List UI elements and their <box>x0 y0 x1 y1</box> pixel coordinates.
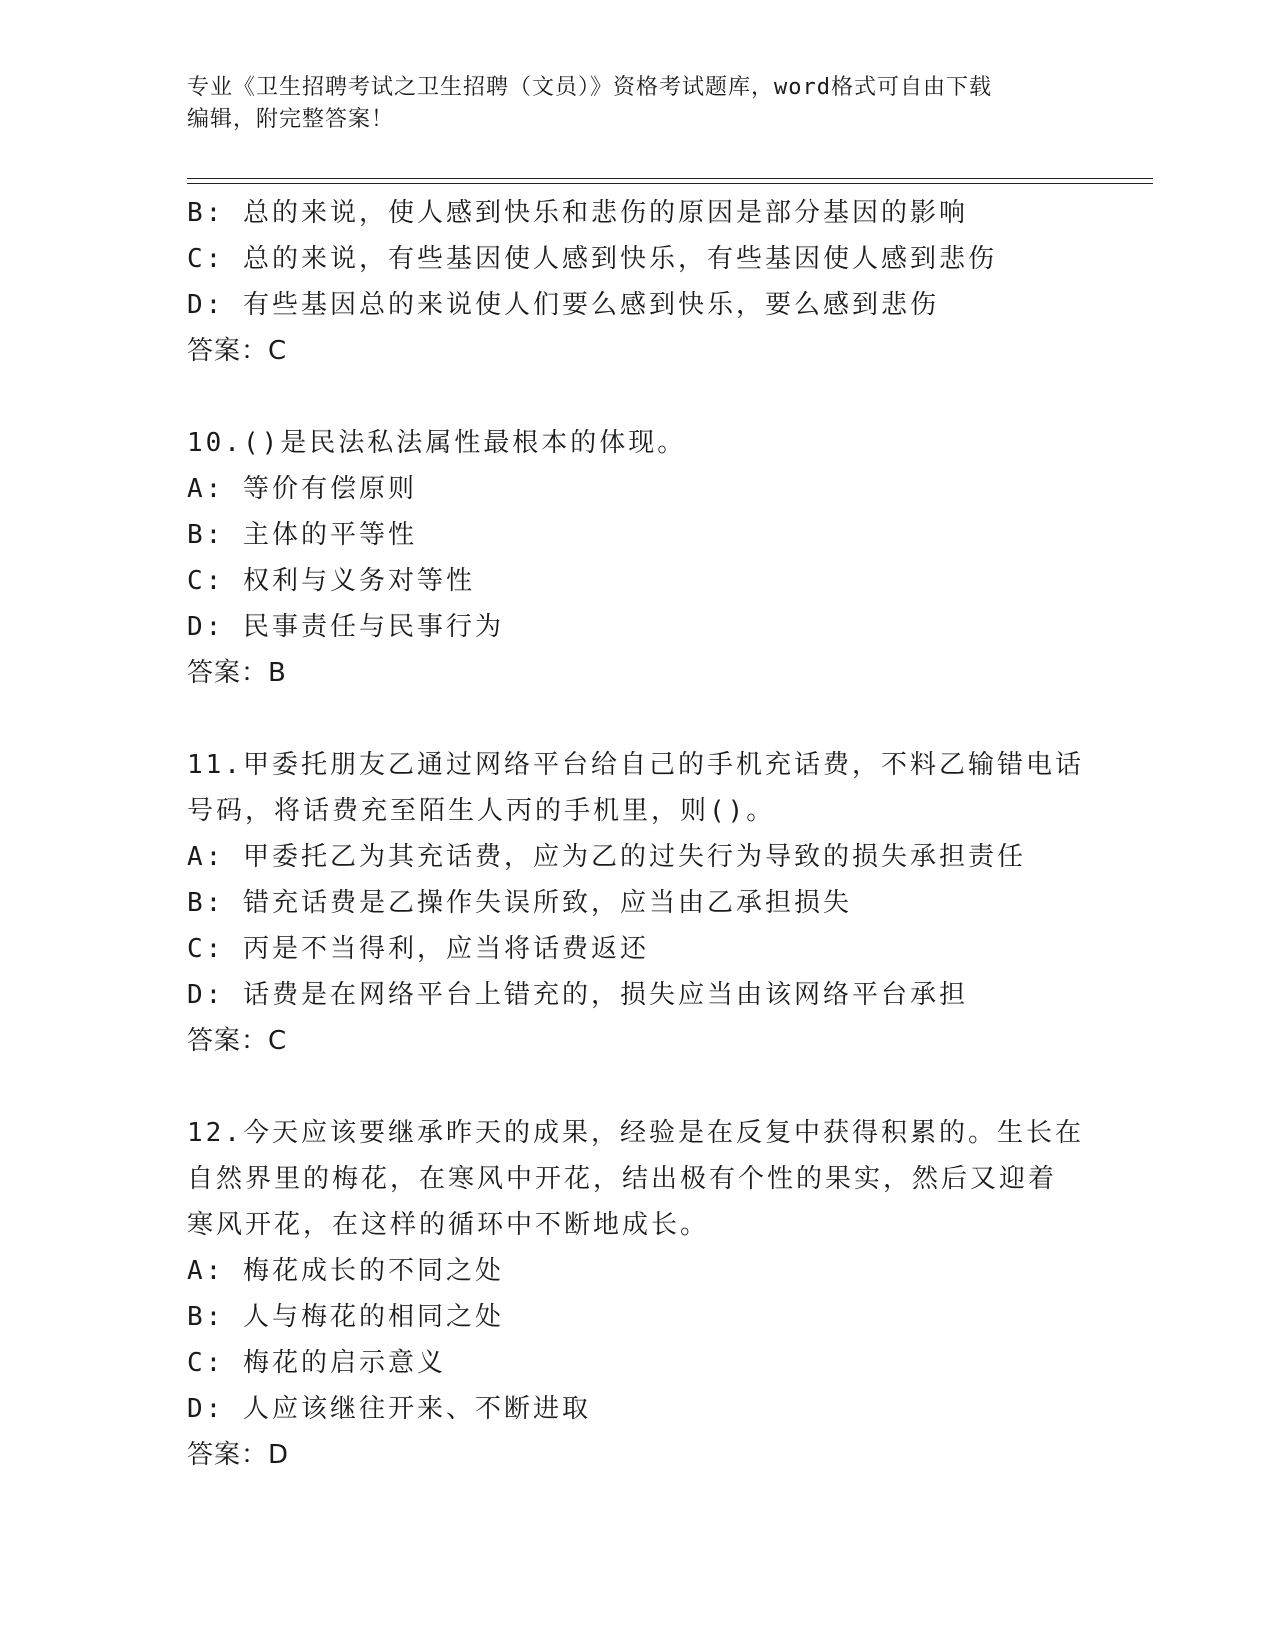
question-10 <box>187 420 1087 696</box>
q11-option-a: A: 甲委托乙为其充话费，应为乙的过失行为导致的损失承担责任 <box>187 842 1026 872</box>
spacer <box>187 374 1087 420</box>
header-line-2: 编辑，附完整答案！ <box>187 107 395 132</box>
q11-text-line-1: 11.甲委托朋友乙通过网络平台给自己的手机充话费，不料乙输错电话 <box>187 750 1084 780</box>
q10-option-b: B: 主体的平等性 <box>187 520 417 550</box>
header-divider-bottom <box>187 183 1153 184</box>
q9-answer: 答案：C <box>187 336 288 366</box>
header-line-1: 专业《卫生招聘考试之卫生招聘（文员）》资格考试题库，word格式可自由下载 <box>187 75 992 100</box>
q12-option-b: B: 人与梅花的相同之处 <box>187 1302 504 1332</box>
q10-option-a: A: 等价有偿原则 <box>187 474 417 504</box>
q12-option-c: C: 梅花的启示意义 <box>187 1348 446 1378</box>
q9-option-b: B: 总的来说，使人感到快乐和悲伤的原因是部分基因的影响 <box>187 198 968 228</box>
q10-answer: 答案：B <box>187 658 287 688</box>
q12-option-a: A: 梅花成长的不同之处 <box>187 1256 504 1286</box>
q10-option-c: C: 权利与义务对等性 <box>187 566 475 596</box>
q9-option-d: D: 有些基因总的来说使人们要么感到快乐，要么感到悲伤 <box>187 290 939 320</box>
q10-option-d: D: 民事责任与民事行为 <box>187 612 504 642</box>
question-11 <box>187 742 1087 1064</box>
q12-answer: 答案：D <box>187 1440 290 1470</box>
q12-text-line-3: 寒风开花，在这样的循环中不断地成长。 <box>187 1210 710 1240</box>
q11-text-line-2: 号码，将话费充至陌生人丙的手机里，则()。 <box>187 796 776 826</box>
q11-option-b: B: 错充话费是乙操作失误所致，应当由乙承担损失 <box>187 888 852 918</box>
q12-text-line-1: 12.今天应该要继承昨天的成果，经验是在反复中获得积累的。生长在 <box>187 1118 1084 1148</box>
question-12 <box>187 1110 1087 1478</box>
q12-option-d: D: 人应该继往开来、不断进取 <box>187 1394 591 1424</box>
q12-text-line-2: 自然界里的梅花，在寒风中开花，结出极有个性的果实，然后又迎着 <box>187 1164 1058 1194</box>
q11-answer: 答案：C <box>187 1026 288 1056</box>
question-9-tail <box>187 190 1087 374</box>
spacer <box>187 696 1087 742</box>
spacer <box>187 1064 1087 1110</box>
header-divider-top <box>187 178 1153 179</box>
q10-text: 10.()是民法私法属性最根本的体现。 <box>187 428 687 458</box>
q11-option-c: C: 丙是不当得利，应当将话费返还 <box>187 934 649 964</box>
q9-option-c: C: 总的来说，有些基因使人感到快乐，有些基因使人感到悲伤 <box>187 244 997 274</box>
question-list <box>187 190 1087 1478</box>
document-header <box>187 72 1067 136</box>
q11-option-d: D: 话费是在网络平台上错充的，损失应当由该网络平台承担 <box>187 980 968 1010</box>
